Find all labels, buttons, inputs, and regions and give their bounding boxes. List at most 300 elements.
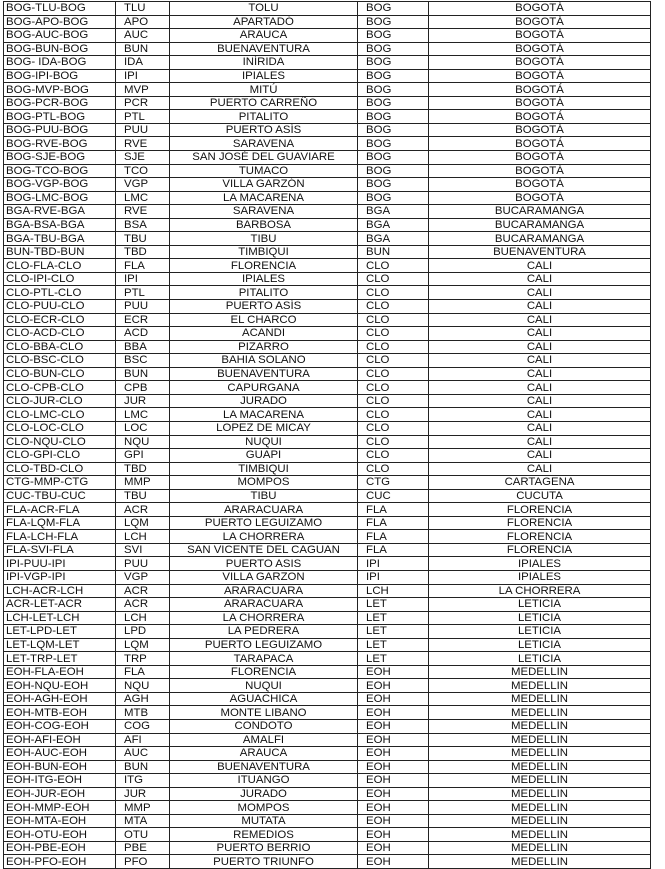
airport-code-cell: LMC: [116, 408, 170, 422]
base-code-cell: EOH: [358, 679, 429, 693]
airport-code-cell: ACD: [116, 327, 170, 341]
table-row: [4, 557, 651, 571]
base-code-cell: BOG: [358, 151, 429, 165]
route-code-cell: EOH-AGH-EOH: [4, 692, 116, 706]
base-city-cell: CALI: [429, 394, 651, 408]
airport-code-cell: AFI: [116, 733, 170, 747]
table-row: [4, 841, 651, 855]
route-code-cell: BOG-APO-BOG: [4, 15, 116, 29]
base-code-cell: CLO: [358, 381, 429, 395]
base-code-cell: EOH: [358, 841, 429, 855]
airport-code-cell: LOC: [116, 421, 170, 435]
base-code-cell: EOH: [358, 814, 429, 828]
base-city-cell: MEDELLIN: [429, 665, 651, 679]
base-city-cell: BOGOTÁ: [429, 29, 651, 43]
airport-code-cell: PTL: [116, 286, 170, 300]
base-code-cell: CLO: [358, 394, 429, 408]
base-code-cell: EOH: [358, 692, 429, 706]
city-cell: TUMACO: [170, 164, 358, 178]
city-cell: MOMPOS: [170, 476, 358, 490]
base-code-cell: LET: [358, 625, 429, 639]
route-code-cell: BOG-SJE-BOG: [4, 151, 116, 165]
airport-code-cell: MTA: [116, 814, 170, 828]
table-row: [4, 191, 651, 205]
table-row: [4, 449, 651, 463]
city-cell: NUQUI: [170, 679, 358, 693]
route-code-cell: CLO-GPI-CLO: [4, 449, 116, 463]
route-code-cell: BOG-MVP-BOG: [4, 83, 116, 97]
base-city-cell: CALI: [429, 354, 651, 368]
base-city-cell: LETICIA: [429, 625, 651, 639]
base-code-cell: CUC: [358, 489, 429, 503]
table-row: [4, 570, 651, 584]
base-city-cell: CALI: [429, 421, 651, 435]
airport-code-cell: BUN: [116, 367, 170, 381]
base-code-cell: EOH: [358, 855, 429, 869]
airport-code-cell: LQM: [116, 638, 170, 652]
base-city-cell: LA CHORRERA: [429, 584, 651, 598]
city-cell: TOLU: [170, 2, 358, 16]
table-row: [4, 340, 651, 354]
table-row: [4, 679, 651, 693]
route-code-cell: CLO-TBD-CLO: [4, 462, 116, 476]
city-cell: SAN JOSÉ DEL GUAVIARE: [170, 151, 358, 165]
base-code-cell: BOG: [358, 29, 429, 43]
airport-code-cell: APO: [116, 15, 170, 29]
base-code-cell: CLO: [358, 340, 429, 354]
base-city-cell: BOGOTÁ: [429, 69, 651, 83]
base-city-cell: BOGOTÁ: [429, 110, 651, 124]
city-cell: TARAPACA: [170, 652, 358, 666]
route-code-cell: CLO-BSC-CLO: [4, 354, 116, 368]
route-code-cell: CLO-BUN-CLO: [4, 367, 116, 381]
city-cell: TIMBIQUI: [170, 462, 358, 476]
airport-code-cell: LCH: [116, 530, 170, 544]
table-row: [4, 151, 651, 165]
table-row: [4, 747, 651, 761]
city-cell: LOPEZ DE MICAY: [170, 421, 358, 435]
airport-code-cell: ACR: [116, 598, 170, 612]
base-city-cell: BUENAVENTURA: [429, 245, 651, 259]
airport-code-cell: BSA: [116, 218, 170, 232]
base-city-cell: CALI: [429, 408, 651, 422]
base-city-cell: FLORENCIA: [429, 530, 651, 544]
airport-code-cell: ITG: [116, 774, 170, 788]
base-code-cell: LET: [358, 638, 429, 652]
base-code-cell: BOG: [358, 96, 429, 110]
base-code-cell: BGA: [358, 218, 429, 232]
base-code-cell: CLO: [358, 367, 429, 381]
route-code-cell: BOG-LMC-BOG: [4, 191, 116, 205]
base-code-cell: EOH: [358, 760, 429, 774]
city-cell: JURADO: [170, 787, 358, 801]
route-code-cell: CLO-FLA-CLO: [4, 259, 116, 273]
base-city-cell: IPIALES: [429, 570, 651, 584]
city-cell: MITÚ: [170, 83, 358, 97]
table-row: [4, 421, 651, 435]
city-cell: BARBOSA: [170, 218, 358, 232]
table-row: [4, 29, 651, 43]
table-row: [4, 801, 651, 815]
table-row: [4, 435, 651, 449]
table-row: [4, 381, 651, 395]
airport-code-cell: LMC: [116, 191, 170, 205]
city-cell: TIBU: [170, 232, 358, 246]
table-row: [4, 692, 651, 706]
route-code-cell: CLO-JUR-CLO: [4, 394, 116, 408]
route-code-cell: CLO-LOC-CLO: [4, 421, 116, 435]
base-code-cell: LET: [358, 598, 429, 612]
airport-code-cell: PUU: [116, 300, 170, 314]
base-city-cell: LETICIA: [429, 652, 651, 666]
table-row: [4, 300, 651, 314]
route-code-cell: IPI-PUU-IPI: [4, 557, 116, 571]
city-cell: PUERTO BERRIO: [170, 841, 358, 855]
route-code-cell: BUN-TBD-BUN: [4, 245, 116, 259]
table-row: [4, 137, 651, 151]
airport-code-cell: BUN: [116, 760, 170, 774]
base-city-cell: BOGOTÁ: [429, 15, 651, 29]
table-row: [4, 218, 651, 232]
airport-code-cell: NQU: [116, 679, 170, 693]
table-row: [4, 164, 651, 178]
table-row: [4, 584, 651, 598]
route-code-cell: BGA-TBU-BGA: [4, 232, 116, 246]
city-cell: BAHIA SOLANO: [170, 354, 358, 368]
city-cell: MONTE LIBANO: [170, 706, 358, 720]
base-code-cell: BOG: [358, 137, 429, 151]
base-city-cell: CALI: [429, 435, 651, 449]
city-cell: ITUANGO: [170, 774, 358, 788]
airport-code-cell: JUR: [116, 394, 170, 408]
table-row: [4, 814, 651, 828]
base-city-cell: MEDELLIN: [429, 733, 651, 747]
base-city-cell: CALI: [429, 367, 651, 381]
city-cell: PIZARRO: [170, 340, 358, 354]
city-cell: IPIALES: [170, 69, 358, 83]
airport-code-cell: IPI: [116, 272, 170, 286]
table-row: [4, 232, 651, 246]
airport-code-cell: MMP: [116, 476, 170, 490]
city-cell: PUERTO LEGUIZAMO: [170, 516, 358, 530]
city-cell: TIBU: [170, 489, 358, 503]
base-code-cell: CLO: [358, 327, 429, 341]
table-row: [4, 42, 651, 56]
routes-table: [3, 1, 651, 869]
route-code-cell: ACR-LET-ACR: [4, 598, 116, 612]
base-code-cell: EOH: [358, 774, 429, 788]
airport-code-cell: AGH: [116, 692, 170, 706]
table-row: [4, 665, 651, 679]
table-row: [4, 652, 651, 666]
route-code-cell: BOG-TCO-BOG: [4, 164, 116, 178]
routes-table-body: [4, 2, 651, 869]
base-code-cell: CLO: [358, 272, 429, 286]
base-city-cell: LETICIA: [429, 638, 651, 652]
base-city-cell: CALI: [429, 300, 651, 314]
table-row: [4, 611, 651, 625]
base-city-cell: MEDELLIN: [429, 706, 651, 720]
route-code-cell: EOH-AFI-EOH: [4, 733, 116, 747]
base-city-cell: CALI: [429, 381, 651, 395]
city-cell: ARAUCA: [170, 747, 358, 761]
base-code-cell: CLO: [358, 408, 429, 422]
route-code-cell: CLO-PTL-CLO: [4, 286, 116, 300]
base-city-cell: CALI: [429, 327, 651, 341]
base-code-cell: CLO: [358, 435, 429, 449]
route-code-cell: EOH-PFO-EOH: [4, 855, 116, 869]
route-code-cell: CLO-IPI-CLO: [4, 272, 116, 286]
route-code-cell: EOH-MTB-EOH: [4, 706, 116, 720]
base-code-cell: EOH: [358, 828, 429, 842]
airport-code-cell: TLU: [116, 2, 170, 16]
city-cell: IPIALES: [170, 272, 358, 286]
route-code-cell: BOG- IDA-BOG: [4, 56, 116, 70]
airport-code-cell: LQM: [116, 516, 170, 530]
base-city-cell: MEDELLIN: [429, 774, 651, 788]
table-row: [4, 503, 651, 517]
table-row: [4, 733, 651, 747]
base-code-cell: LET: [358, 652, 429, 666]
airport-code-cell: FLA: [116, 665, 170, 679]
base-city-cell: MEDELLIN: [429, 787, 651, 801]
table-row: [4, 774, 651, 788]
table-row: [4, 530, 651, 544]
city-cell: EL CHARCO: [170, 313, 358, 327]
route-code-cell: BOG-AUC-BOG: [4, 29, 116, 43]
table-row: [4, 205, 651, 219]
base-code-cell: CLO: [358, 300, 429, 314]
airport-code-cell: FLA: [116, 259, 170, 273]
route-code-cell: EOH-OTU-EOH: [4, 828, 116, 842]
city-cell: PUERTO TRIUNFO: [170, 855, 358, 869]
base-city-cell: CALI: [429, 259, 651, 273]
airport-code-cell: TBU: [116, 232, 170, 246]
base-city-cell: BOGOTÁ: [429, 151, 651, 165]
table-row: [4, 259, 651, 273]
route-code-cell: CLO-ACD-CLO: [4, 327, 116, 341]
route-code-cell: EOH-PBE-EOH: [4, 841, 116, 855]
table-row: [4, 245, 651, 259]
table-row: [4, 123, 651, 137]
base-city-cell: CALI: [429, 449, 651, 463]
table-row: [4, 598, 651, 612]
city-cell: BUENAVENTURA: [170, 42, 358, 56]
route-code-cell: BOG-TLU-BOG: [4, 2, 116, 16]
base-code-cell: BOG: [358, 123, 429, 137]
airport-code-cell: ACR: [116, 584, 170, 598]
airport-code-cell: VGP: [116, 570, 170, 584]
table-row: [4, 787, 651, 801]
city-cell: VILLA GARZÓN: [170, 178, 358, 192]
city-cell: JURADO: [170, 394, 358, 408]
base-code-cell: IPI: [358, 557, 429, 571]
city-cell: PUERTO LEGUIZAMO: [170, 638, 358, 652]
airport-code-cell: AUC: [116, 29, 170, 43]
base-city-cell: MEDELLIN: [429, 719, 651, 733]
route-code-cell: BOG-PCR-BOG: [4, 96, 116, 110]
base-city-cell: BOGOTÁ: [429, 42, 651, 56]
base-code-cell: BOG: [358, 56, 429, 70]
city-cell: REMEDIOS: [170, 828, 358, 842]
city-cell: MOMPOS: [170, 801, 358, 815]
airport-code-cell: VGP: [116, 178, 170, 192]
airport-code-cell: BBA: [116, 340, 170, 354]
base-city-cell: MEDELLIN: [429, 760, 651, 774]
airport-code-cell: ACR: [116, 503, 170, 517]
table-row: [4, 327, 651, 341]
base-code-cell: BOG: [358, 191, 429, 205]
airport-code-cell: MMP: [116, 801, 170, 815]
table-row: [4, 367, 651, 381]
city-cell: GUAPI: [170, 449, 358, 463]
airport-code-cell: MVP: [116, 83, 170, 97]
base-code-cell: BOG: [358, 164, 429, 178]
base-code-cell: LET: [358, 611, 429, 625]
airport-code-cell: NQU: [116, 435, 170, 449]
airport-code-cell: TBD: [116, 245, 170, 259]
base-city-cell: FLORENCIA: [429, 543, 651, 557]
city-cell: ACANDI: [170, 327, 358, 341]
route-code-cell: BOG-RVE-BOG: [4, 137, 116, 151]
airport-code-cell: LPD: [116, 625, 170, 639]
base-code-cell: BUN: [358, 245, 429, 259]
airport-code-cell: PUU: [116, 557, 170, 571]
city-cell: ARARACUARA: [170, 584, 358, 598]
base-city-cell: CALI: [429, 286, 651, 300]
city-cell: LA PEDRERA: [170, 625, 358, 639]
route-code-cell: EOH-BUN-EOH: [4, 760, 116, 774]
city-cell: AGUACHICA: [170, 692, 358, 706]
table-row: [4, 462, 651, 476]
base-code-cell: CLO: [358, 286, 429, 300]
city-cell: FLORENCIA: [170, 665, 358, 679]
base-code-cell: CLO: [358, 313, 429, 327]
base-city-cell: CARTAGENA: [429, 476, 651, 490]
base-code-cell: CLO: [358, 462, 429, 476]
city-cell: TIMBIQUI: [170, 245, 358, 259]
base-city-cell: MEDELLIN: [429, 841, 651, 855]
base-code-cell: EOH: [358, 787, 429, 801]
base-code-cell: BGA: [358, 232, 429, 246]
base-code-cell: IPI: [358, 570, 429, 584]
base-city-cell: BOGOTÁ: [429, 178, 651, 192]
route-code-cell: EOH-ITG-EOH: [4, 774, 116, 788]
base-city-cell: MEDELLIN: [429, 801, 651, 815]
route-code-cell: LET-TRP-LET: [4, 652, 116, 666]
airport-code-cell: TRP: [116, 652, 170, 666]
city-cell: PUERTO CARREÑO: [170, 96, 358, 110]
route-code-cell: FLA-ACR-FLA: [4, 503, 116, 517]
base-city-cell: BOGOTÁ: [429, 56, 651, 70]
city-cell: SARAVENA: [170, 137, 358, 151]
base-city-cell: LETICIA: [429, 611, 651, 625]
table-row: [4, 408, 651, 422]
airport-code-cell: TCO: [116, 164, 170, 178]
table-row: [4, 760, 651, 774]
base-code-cell: EOH: [358, 747, 429, 761]
route-code-cell: FLA-LCH-FLA: [4, 530, 116, 544]
city-cell: PUERTO ASÍS: [170, 300, 358, 314]
route-code-cell: BGA-RVE-BGA: [4, 205, 116, 219]
table-row: [4, 56, 651, 70]
base-city-cell: CUCUTA: [429, 489, 651, 503]
city-cell: LA CHORRERA: [170, 611, 358, 625]
city-cell: PITALITO: [170, 110, 358, 124]
route-code-cell: EOH-COG-EOH: [4, 719, 116, 733]
base-city-cell: BOGOTÁ: [429, 191, 651, 205]
route-code-cell: EOH-AUC-EOH: [4, 747, 116, 761]
base-city-cell: MEDELLIN: [429, 679, 651, 693]
airport-code-cell: IDA: [116, 56, 170, 70]
city-cell: CAPURGANA: [170, 381, 358, 395]
airport-code-cell: PUU: [116, 123, 170, 137]
airport-code-cell: SVI: [116, 543, 170, 557]
city-cell: AMALFI: [170, 733, 358, 747]
city-cell: APARTADÓ: [170, 15, 358, 29]
table-row: [4, 516, 651, 530]
base-code-cell: EOH: [358, 719, 429, 733]
city-cell: PUERTO ASIS: [170, 557, 358, 571]
route-code-cell: BOG-BUN-BOG: [4, 42, 116, 56]
base-city-cell: FLORENCIA: [429, 503, 651, 517]
airport-code-cell: ECR: [116, 313, 170, 327]
airport-code-cell: TBD: [116, 462, 170, 476]
airport-code-cell: AUC: [116, 747, 170, 761]
base-code-cell: FLA: [358, 530, 429, 544]
table-row: [4, 83, 651, 97]
airport-code-cell: CPB: [116, 381, 170, 395]
city-cell: LA MACARENA: [170, 408, 358, 422]
route-code-cell: EOH-JUR-EOH: [4, 787, 116, 801]
airport-code-cell: RVE: [116, 137, 170, 151]
city-cell: SAN VICENTE DEL CAGUAN: [170, 543, 358, 557]
route-code-cell: CLO-NQU-CLO: [4, 435, 116, 449]
table-row: [4, 543, 651, 557]
city-cell: BUENAVENTURA: [170, 760, 358, 774]
route-code-cell: LET-LQM-LET: [4, 638, 116, 652]
base-city-cell: MEDELLIN: [429, 828, 651, 842]
table-row: [4, 313, 651, 327]
table-row: [4, 178, 651, 192]
base-code-cell: BOG: [358, 110, 429, 124]
base-city-cell: MEDELLIN: [429, 855, 651, 869]
table-row: [4, 828, 651, 842]
base-code-cell: CLO: [358, 449, 429, 463]
base-city-cell: BOGOTÁ: [429, 164, 651, 178]
route-code-cell: LCH-LET-LCH: [4, 611, 116, 625]
base-city-cell: CALI: [429, 272, 651, 286]
city-cell: INÍRIDA: [170, 56, 358, 70]
base-city-cell: MEDELLIN: [429, 692, 651, 706]
route-code-cell: IPI-VGP-IPI: [4, 570, 116, 584]
table-row: [4, 2, 651, 16]
base-city-cell: MEDELLIN: [429, 814, 651, 828]
base-code-cell: EOH: [358, 733, 429, 747]
base-code-cell: CTG: [358, 476, 429, 490]
city-cell: SARAVENA: [170, 205, 358, 219]
base-city-cell: BOGOTÁ: [429, 137, 651, 151]
base-code-cell: BGA: [358, 205, 429, 219]
base-city-cell: BUCARAMANGA: [429, 232, 651, 246]
base-code-cell: CLO: [358, 259, 429, 273]
route-code-cell: EOH-MMP-EOH: [4, 801, 116, 815]
base-code-cell: BOG: [358, 15, 429, 29]
table-row: [4, 96, 651, 110]
base-city-cell: FLORENCIA: [429, 516, 651, 530]
airport-code-cell: SJE: [116, 151, 170, 165]
airport-code-cell: JUR: [116, 787, 170, 801]
